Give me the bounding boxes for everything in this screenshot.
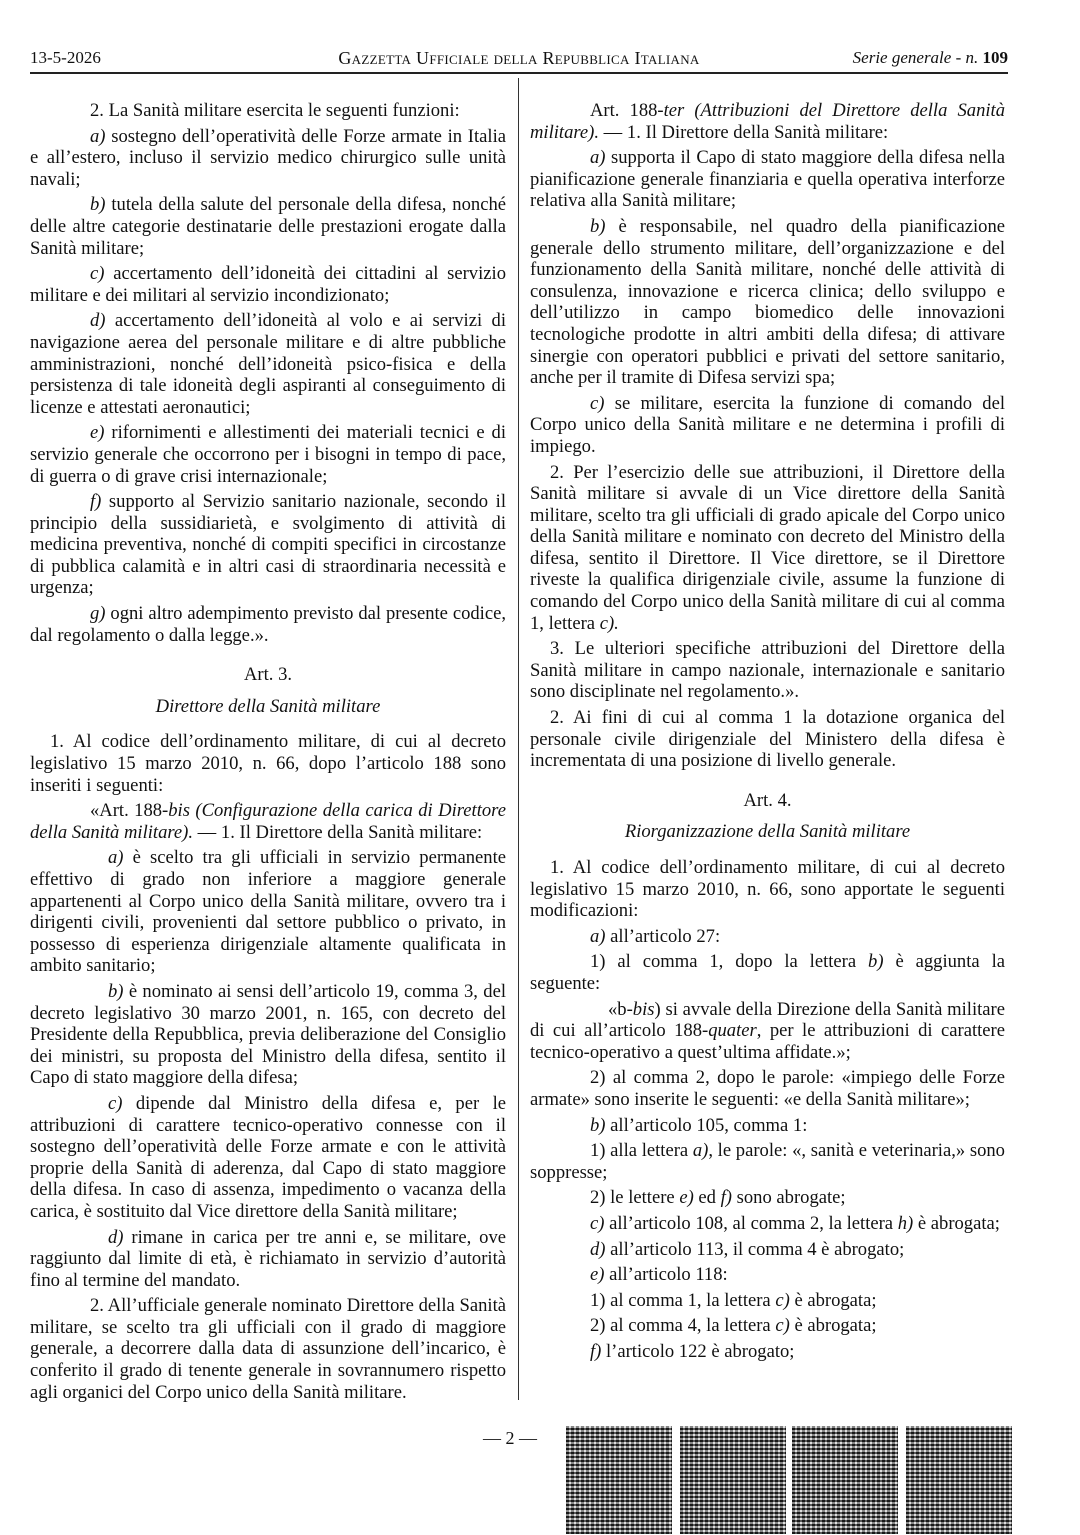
list-item: b) tutela della salute del personale della difesa, nonché delle altre categorie destinatarie delle prestazioni erogate dalla Sanità militare; xyxy=(30,194,506,259)
list-item: a) sostegno dell’operatività delle Forze armate in Italia e all’estero, incluso il servizio medico chirurgico sulle unità navali; xyxy=(30,125,506,190)
paragraph: 2. All’ufficiale generale nominato Direttore della Sanità militare, se scelto tra gli ufficiali con il grado di maggiore generale, a decorrere dalla data di assunzione dell’incarico, è conferito il grado di tenente generale in sovrannumero rispetto agli organici del Corpo unico della Sanità militare. xyxy=(30,1295,506,1403)
series-info xyxy=(853,48,1008,68)
list-item: e) all’articolo 118: xyxy=(590,1264,728,1286)
article-heading: Art. 4. xyxy=(743,789,792,811)
list-item: c) accertamento dell’idoneità dei cittadini al servizio militare e dei militari al servizio incondizionato; xyxy=(30,263,506,306)
list-item: 1) alla lettera a), le parole: «, sanità e veterinaria,» sono soppresse; xyxy=(530,1140,1005,1183)
paragraph: 1. Al codice dell’ordinamento militare, di cui al decreto legislativo 15 marzo 2010, n. 66, sono apportate le seguenti modificazioni: xyxy=(530,857,1005,922)
list-item: d) all’articolo 113, il comma 4 è abrogato; xyxy=(590,1238,905,1260)
page-number: — 2 — xyxy=(483,1428,537,1448)
list-item: 2) le lettere e) ed f) sono abrogate; xyxy=(590,1187,846,1209)
list-item: 2) al comma 4, la lettera c) è abrogata; xyxy=(590,1315,877,1337)
datamatrix-code-1 xyxy=(566,1426,672,1534)
paragraph: 2. Ai fini di cui al comma 1 la dotazione organica del personale civile dirigenziale del Ministero della difesa è incrementata di una posizione di livello generale. xyxy=(530,707,1005,772)
list-item: a) all’articolo 27: xyxy=(590,925,721,947)
list-item: a) è scelto tra gli ufficiali in servizio permanente effettivo di grado non inferiore a maggiore generale appartenenti al Corpo unico della Sanità militare, ovvero tra i dirigenti civili, provenienti dal settore pubblico o privato, in possesso di esperienza dirigenziale altamente qualificata in ambito sanitario; xyxy=(30,847,506,977)
list-item: 1) al comma 1, dopo la lettera b) è aggiunta la seguente: xyxy=(530,951,1005,994)
paragraph: 2. Per l’esercizio delle sue attribuzioni, il Direttore della Sanità militare si avvale di un Vice direttore della Sanità militare, scelto tra gli ufficiali di grado apicale del Corpo unico della Sanità militare e nominato con decreto del Ministro della difesa, sentito il Direttore. Il Vice direttore, se il Direttore riveste la qualifica dirigenziale civile, assume la funzione di comando del Corpo unico della Sanità militare di cui al comma 1, lettera c). xyxy=(530,461,1005,634)
list-item: d) rimane in carica per tre anni e, se militare, ove raggiunto dal limite di età, è richiamato in servizio d’autorità fino al termine del mandato. xyxy=(30,1226,506,1291)
article-title: Direttore della Sanità militare xyxy=(155,695,381,717)
list-item: b) all’articolo 105, comma 1: xyxy=(590,1114,808,1136)
list-item: 2) al comma 2, dopo le parole: «impiego delle Forze armate» sono inserite le seguenti: «e della Sanità militare»; xyxy=(530,1067,1005,1110)
article-title: Riorganizzazione della Sanità militare xyxy=(624,821,911,843)
right-column xyxy=(530,100,1005,1366)
paragraph: 3. Le ulteriori specifiche attribuzioni del Direttore della Sanità militare in campo nazionale, internazionale e sanitario sono disciplinate nel regolamento.». xyxy=(530,638,1005,703)
list-item: f) supporto al Servizio sanitario nazionale, secondo il principio della sussidiarietà, e svolgimento di attività di medicina preventiva, nonché di compiti specifici in circostanze di pubblica calamità e in altri casi di straordinaria necessità e urgenza; xyxy=(30,491,506,599)
column-divider xyxy=(518,78,519,1400)
list-item: c) all’articolo 108, al comma 2, la lettera h) è abrogata; xyxy=(590,1212,1000,1234)
list-item: d) accertamento dell’idoneità al volo e ai servizi di navigazione aerea del personale militare e di altre pubbliche amministrazioni, nonché dell’idoneità psico-fisica e della persistenza di tale idoneità degli aspiranti al conseguimento di licenze e attestati aeronautici; xyxy=(30,310,506,418)
paragraph: Art. 188-ter (Attribuzioni del Direttore della Sanità militare). — 1. Il Direttore della Sanità militare: xyxy=(530,100,1005,143)
paragraph: 2. La Sanità militare esercita le seguenti funzioni: xyxy=(90,100,460,121)
list-item: b) è responsabile, nel quadro della pianificazione generale dello strumento militare, dell’organizzazione e del funzionamento della Sanità militare, nonché delle attività di consulenza, innovazione e ricerca clinica; dello sviluppo e dell’utilizzo in campo biomedico delle innovazioni tecnologiche prodotte in altri ambiti della difesa; di attivare sinergie con operatori pubblici e privati del settore sanitario, anche per il tramite di Difesa servizi spa; xyxy=(530,215,1005,389)
paragraph: 1. Al codice dell’ordinamento militare, di cui al decreto legislativo 15 marzo 2010, n. 66, dopo l’articolo 188 sono inseriti i seguenti: xyxy=(30,731,506,796)
page-header xyxy=(30,44,1008,72)
list-item: c) se militare, esercita la funzione di comando del Corpo unico della Sanità militare e ne determina i profili di impiego. xyxy=(530,392,1005,457)
list-item: b) è nominato ai sensi dell’articolo 19, comma 3, del decreto legislativo 30 marzo 2001, n. 165, con decreto del Presidente della Repubblica, previa deliberazione del Consiglio dei ministri, su proposta del Ministro della difesa, sentito il Capo di stato maggiore della difesa; xyxy=(30,980,506,1089)
list-item: e) rifornimenti e allestimenti dei materiali tecnici e di servizio generale che occorrono per i bisogni in tempo di pace, di guerra o di grave crisi internazionale; xyxy=(30,422,506,487)
paragraph: «Art. 188-bis (Configurazione della carica di Direttore della Sanità militare). — 1. Il Direttore della Sanità militare: xyxy=(30,800,506,843)
header-rule xyxy=(30,72,1008,74)
gazette-title: Gazzetta Ufficiale della Repubblica Italiana xyxy=(338,48,700,68)
issue-date: 13-5-2026 xyxy=(30,48,101,67)
list-item: f) l’articolo 122 è abrogato; xyxy=(590,1340,795,1362)
series-number: 109 xyxy=(982,48,1008,67)
list-item: 1) al comma 1, la lettera c) è abrogata; xyxy=(590,1289,877,1311)
list-item: a) supporta il Capo di stato maggiore della difesa nella pianificazione generale finanziaria e quella operativa interforze relativa alla Sanità militare; xyxy=(530,147,1005,212)
list-item: g) ogni altro adempimento previsto dal presente codice, dal regolamento o dalla legge.». xyxy=(30,603,506,646)
list-item: c) dipende dal Ministro della difesa e, per le attribuzioni di carattere tecnico-operativo connesse con il sostegno dell’operatività delle Forze armate e con le attività proprie della Sanità di aderenza, dal Capo di stato maggiore della difesa. In caso di assenza, impedimento o vacanza della carica, è sostituito dal Vice direttore della Sanità militare; xyxy=(30,1092,506,1222)
datamatrix-code-4 xyxy=(906,1426,1012,1534)
series-label: Serie generale - n. xyxy=(852,48,979,67)
left-column xyxy=(30,100,506,1407)
datamatrix-code-3 xyxy=(792,1426,898,1534)
list-item: «b-bis) si avvale della Direzione della Sanità militare di cui all’articolo 188-quater, per le attribuzioni di carattere tecnico-operativo a quest’ultima affidate.»; xyxy=(530,998,1005,1063)
article-heading: Art. 3. xyxy=(243,664,293,686)
datamatrix-code-2 xyxy=(680,1426,786,1534)
